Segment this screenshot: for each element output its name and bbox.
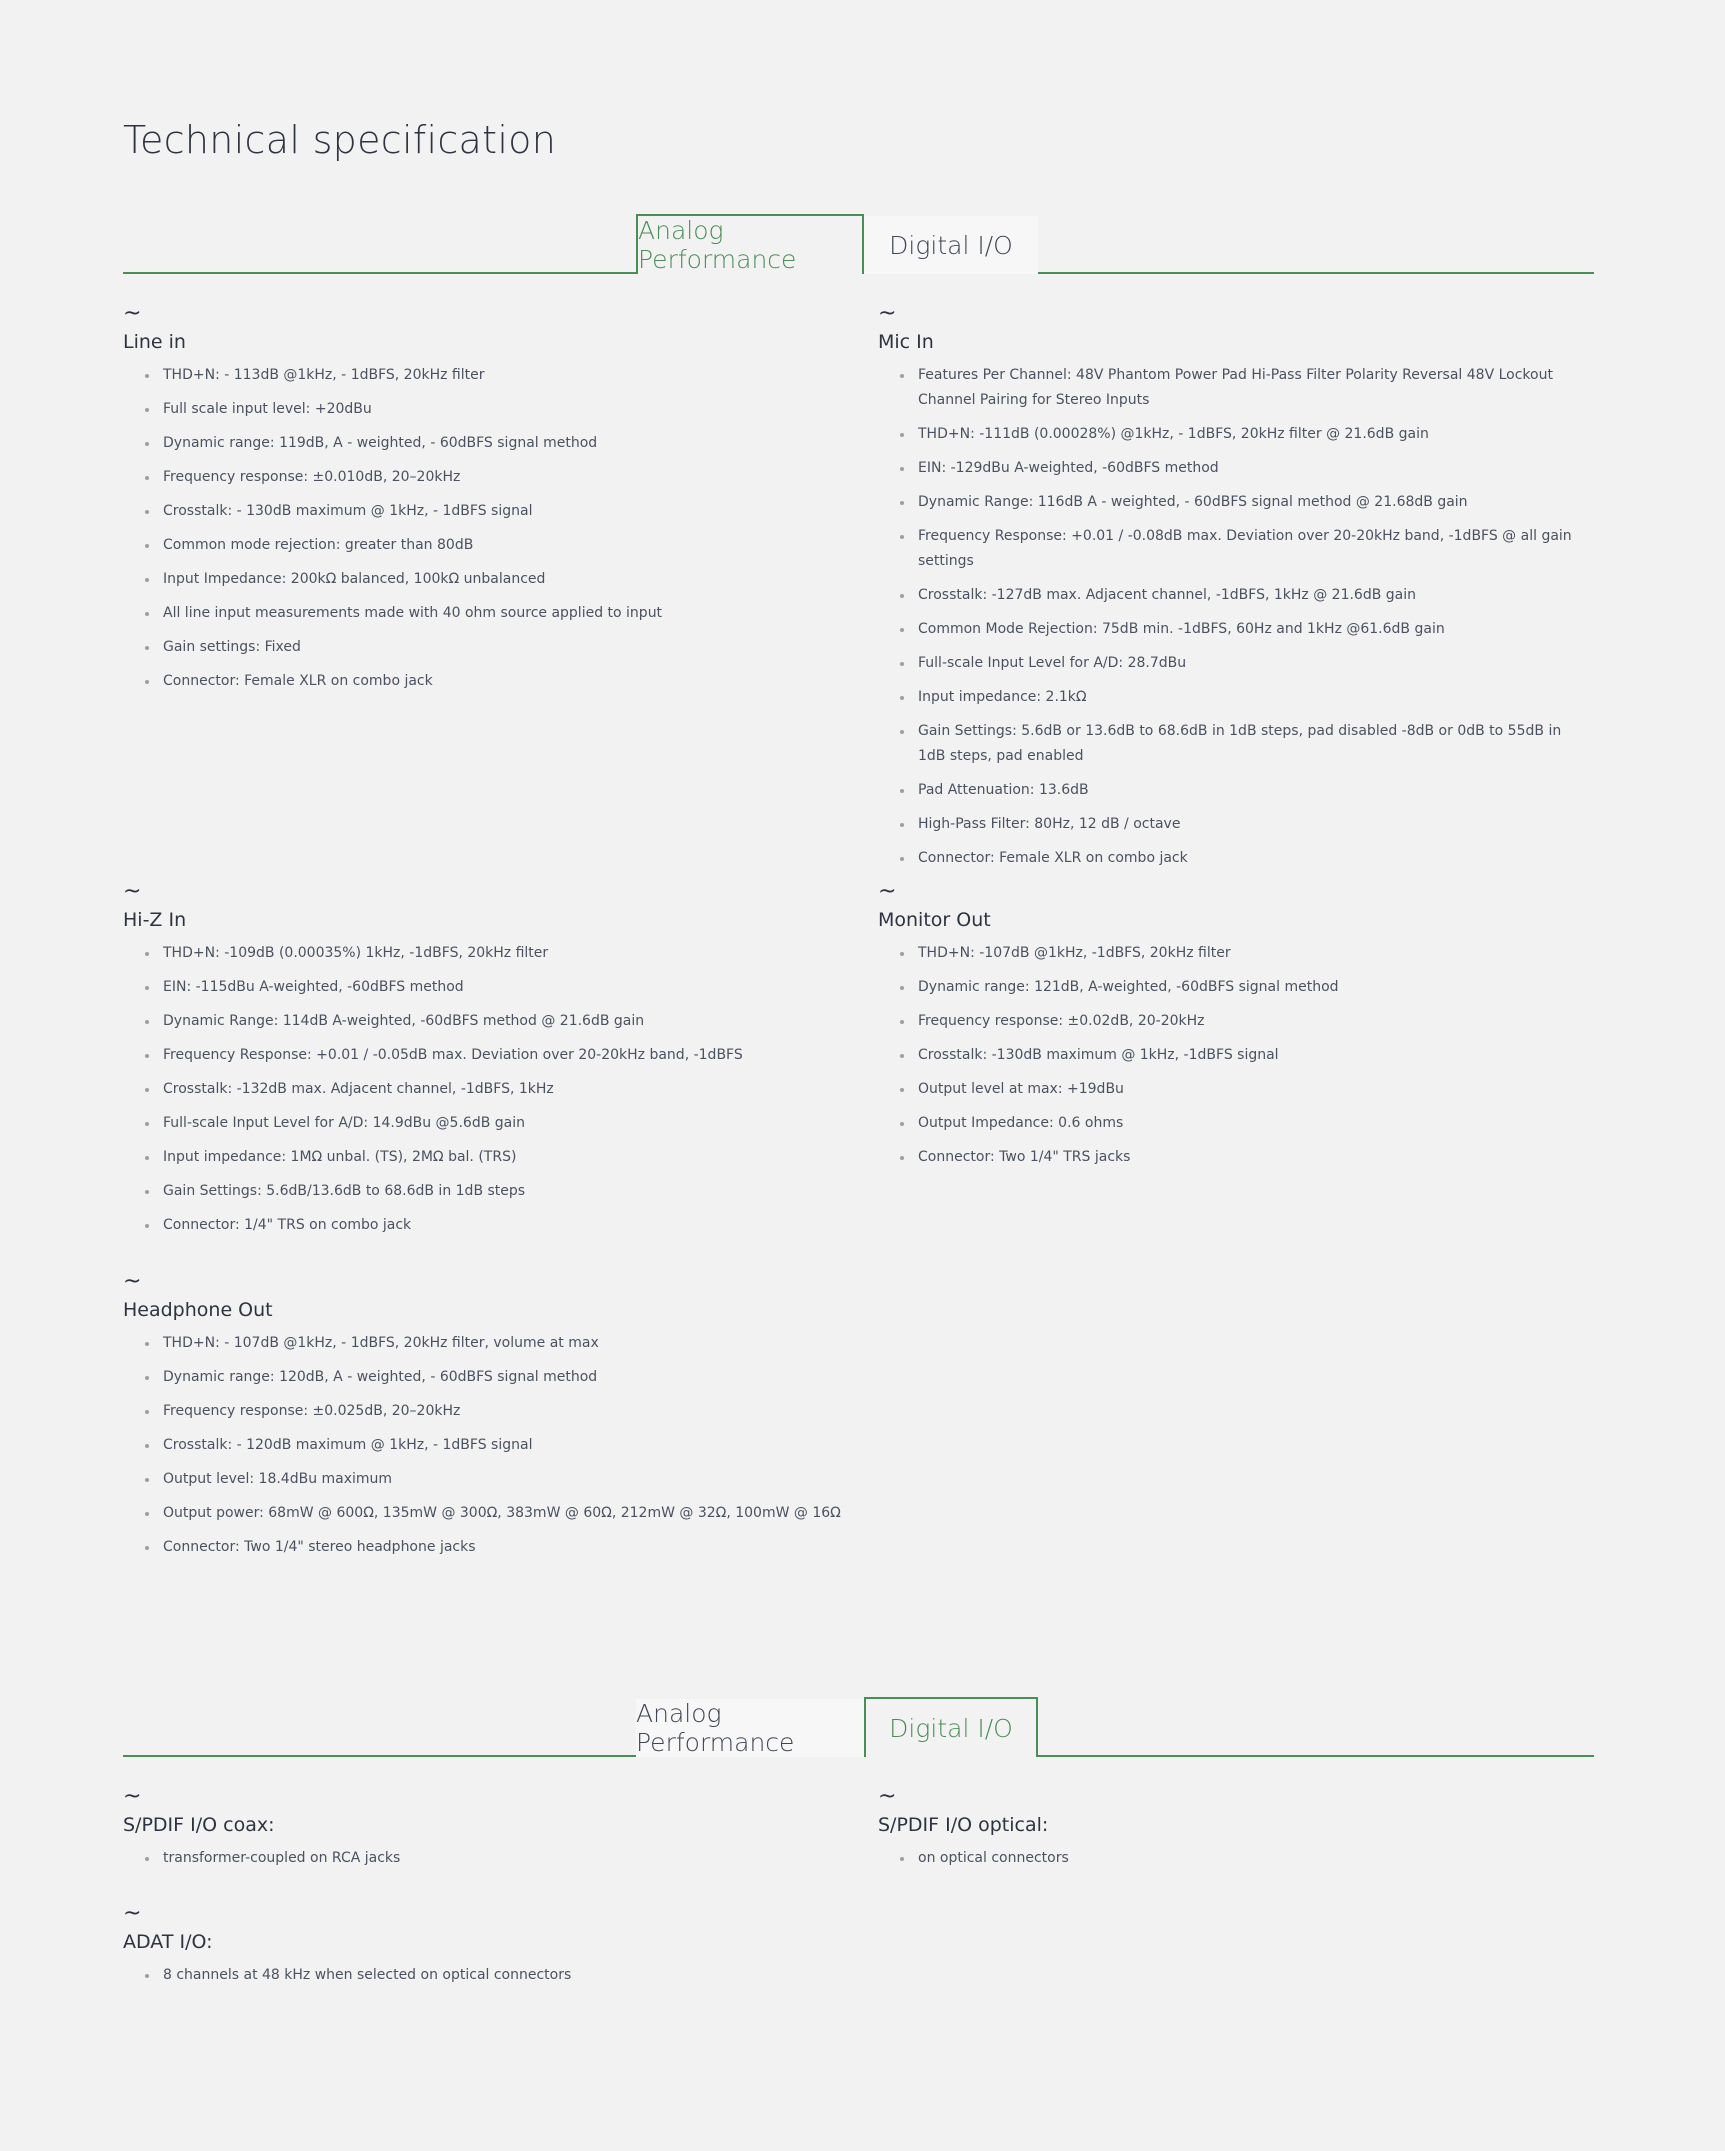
section-spdif-coax xyxy=(123,1786,823,1880)
spec-item: Output level: 18.4dBu maximum xyxy=(163,1467,883,1492)
spec-item: Connector: 1/4" TRS on combo jack xyxy=(163,1213,823,1238)
section-title: Mic In xyxy=(878,331,934,353)
spec-list xyxy=(123,1331,883,1560)
spec-item: Crosstalk: -127dB max. Adjacent channel, -1dBFS, 1kHz @ 21.6dB gain xyxy=(918,583,1578,608)
spec-item: Dynamic Range: 116dB A - weighted, - 60dBFS signal method @ 21.68dB gain xyxy=(918,490,1578,515)
spec-item: THD+N: - 113dB @1kHz, - 1dBFS, 20kHz filter xyxy=(163,363,823,388)
tab-bar-analog xyxy=(123,214,1594,274)
section-line-in xyxy=(123,303,823,703)
page-title: Technical specification xyxy=(123,118,557,162)
tab-analog-performance[interactable]: Analog Performance xyxy=(636,1699,864,1757)
tab-digital-io[interactable]: Digital I/O xyxy=(864,1697,1038,1757)
spec-item: Connector: Two 1/4" stereo headphone jacks xyxy=(163,1535,883,1560)
spec-item: THD+N: -109dB (0.00035%) 1kHz, -1dBFS, 20kHz filter xyxy=(163,941,823,966)
section-title: Monitor Out xyxy=(878,909,991,931)
spec-item: Gain Settings: 5.6dB or 13.6dB to 68.6dB in 1dB steps, pad disabled -8dB or 0dB to 55dB in 1dB steps, pad enabled xyxy=(918,719,1578,769)
spec-item: Gain settings: Fixed xyxy=(163,635,823,660)
spec-list xyxy=(878,941,1578,1170)
spec-item: THD+N: -107dB @1kHz, -1dBFS, 20kHz filter xyxy=(918,941,1578,966)
spec-item: Frequency Response: +0.01 / -0.08dB max. Deviation over 20-20kHz band, -1dBFS @ all gain settings xyxy=(918,524,1578,574)
spec-item: Frequency response: ±0.010dB, 20–20kHz xyxy=(163,465,823,490)
spec-item: Full-scale Input Level for A/D: 14.9dBu @5.6dB gain xyxy=(163,1111,823,1136)
spec-item: Full-scale Input Level for A/D: 28.7dBu xyxy=(918,651,1578,676)
spec-item: Gain Settings: 5.6dB/13.6dB to 68.6dB in 1dB steps xyxy=(163,1179,823,1204)
spec-item: Output Impedance: 0.6 ohms xyxy=(918,1111,1578,1136)
spec-item: Crosstalk: - 130dB maximum @ 1kHz, - 1dBFS signal xyxy=(163,499,823,524)
tab-bar-digital xyxy=(123,1697,1594,1757)
section-title: S/PDIF I/O coax: xyxy=(123,1814,275,1836)
spec-item: EIN: -115dBu A-weighted, -60dBFS method xyxy=(163,975,823,1000)
spec-item: All line input measurements made with 40 ohm source applied to input xyxy=(163,601,823,626)
wave-icon: ~ xyxy=(878,301,897,326)
section-adat xyxy=(123,1903,823,1997)
spec-list xyxy=(878,363,1578,871)
tab-analog-performance[interactable]: Analog Performance xyxy=(636,214,864,274)
spec-item: THD+N: - 107dB @1kHz, - 1dBFS, 20kHz filter, volume at max xyxy=(163,1331,883,1356)
spec-item: Frequency response: ±0.025dB, 20–20kHz xyxy=(163,1399,883,1424)
spec-item: Full scale input level: +20dBu xyxy=(163,397,823,422)
section-hiz-in xyxy=(123,881,823,1247)
spec-list xyxy=(878,1846,1578,1871)
section-title: S/PDIF I/O optical: xyxy=(878,1814,1049,1836)
spec-item: Pad Attenuation: 13.6dB xyxy=(918,778,1578,803)
spec-item: on optical connectors xyxy=(918,1846,1578,1871)
section-headphone-out xyxy=(123,1271,883,1569)
spec-item: 8 channels at 48 kHz when selected on optical connectors xyxy=(163,1963,823,1988)
spec-item: Dynamic range: 121dB, A-weighted, -60dBFS signal method xyxy=(918,975,1578,1000)
wave-icon: ~ xyxy=(878,879,897,904)
tab-digital-io[interactable]: Digital I/O xyxy=(864,216,1038,274)
spec-item: High-Pass Filter: 80Hz, 12 dB / octave xyxy=(918,812,1578,837)
spec-item: THD+N: -111dB (0.00028%) @1kHz, - 1dBFS, 20kHz filter @ 21.6dB gain xyxy=(918,422,1578,447)
spec-item: Dynamic range: 120dB, A - weighted, - 60dBFS signal method xyxy=(163,1365,883,1390)
spec-item: Crosstalk: -132dB max. Adjacent channel, -1dBFS, 1kHz xyxy=(163,1077,823,1102)
section-title: Hi-Z In xyxy=(123,909,187,931)
spec-item: Crosstalk: - 120dB maximum @ 1kHz, - 1dBFS signal xyxy=(163,1433,883,1458)
spec-list xyxy=(123,1846,823,1871)
spec-item: Dynamic range: 119dB, A - weighted, - 60dBFS signal method xyxy=(163,431,823,456)
spec-item: Connector: Female XLR on combo jack xyxy=(918,846,1578,871)
spec-item: Frequency Response: +0.01 / -0.05dB max. Deviation over 20-20kHz band, -1dBFS xyxy=(163,1043,823,1068)
spec-item: Connector: Female XLR on combo jack xyxy=(163,669,823,694)
wave-icon: ~ xyxy=(123,1784,142,1809)
spec-item: Connector: Two 1/4" TRS jacks xyxy=(918,1145,1578,1170)
wave-icon: ~ xyxy=(123,1901,142,1926)
spec-item: Common Mode Rejection: 75dB min. -1dBFS, 60Hz and 1kHz @61.6dB gain xyxy=(918,617,1578,642)
spec-item: Common mode rejection: greater than 80dB xyxy=(163,533,823,558)
spec-item: Input impedance: 2.1kΩ xyxy=(918,685,1578,710)
spec-item: Input impedance: 1MΩ unbal. (TS), 2MΩ bal. (TRS) xyxy=(163,1145,823,1170)
spec-item: transformer-coupled on RCA jacks xyxy=(163,1846,823,1871)
spec-item: Features Per Channel: 48V Phantom Power Pad Hi-Pass Filter Polarity Reversal 48V Lockout Channel Pairing for Stereo Inputs xyxy=(918,363,1578,413)
wave-icon: ~ xyxy=(123,301,142,326)
section-title: ADAT I/O: xyxy=(123,1931,213,1953)
spec-item: Input Impedance: 200kΩ balanced, 100kΩ unbalanced xyxy=(163,567,823,592)
wave-icon: ~ xyxy=(878,1784,897,1809)
section-spdif-optical xyxy=(878,1786,1578,1880)
spec-list xyxy=(123,1963,823,1988)
spec-list xyxy=(123,941,823,1238)
section-title: Line in xyxy=(123,331,186,353)
section-title: Headphone Out xyxy=(123,1299,273,1321)
spec-list xyxy=(123,363,823,694)
wave-icon: ~ xyxy=(123,879,142,904)
section-monitor-out xyxy=(878,881,1578,1179)
spec-item: Output power: 68mW @ 600Ω, 135mW @ 300Ω, 383mW @ 60Ω, 212mW @ 32Ω, 100mW @ 16Ω xyxy=(163,1501,883,1526)
spec-item: Output level at max: +19dBu xyxy=(918,1077,1578,1102)
spec-item: Dynamic Range: 114dB A-weighted, -60dBFS method @ 21.6dB gain xyxy=(163,1009,823,1034)
wave-icon: ~ xyxy=(123,1269,142,1294)
spec-item: Frequency response: ±0.02dB, 20-20kHz xyxy=(918,1009,1578,1034)
spec-item: Crosstalk: -130dB maximum @ 1kHz, -1dBFS signal xyxy=(918,1043,1578,1068)
spec-item: EIN: -129dBu A-weighted, -60dBFS method xyxy=(918,456,1578,481)
section-mic-in xyxy=(878,303,1578,880)
